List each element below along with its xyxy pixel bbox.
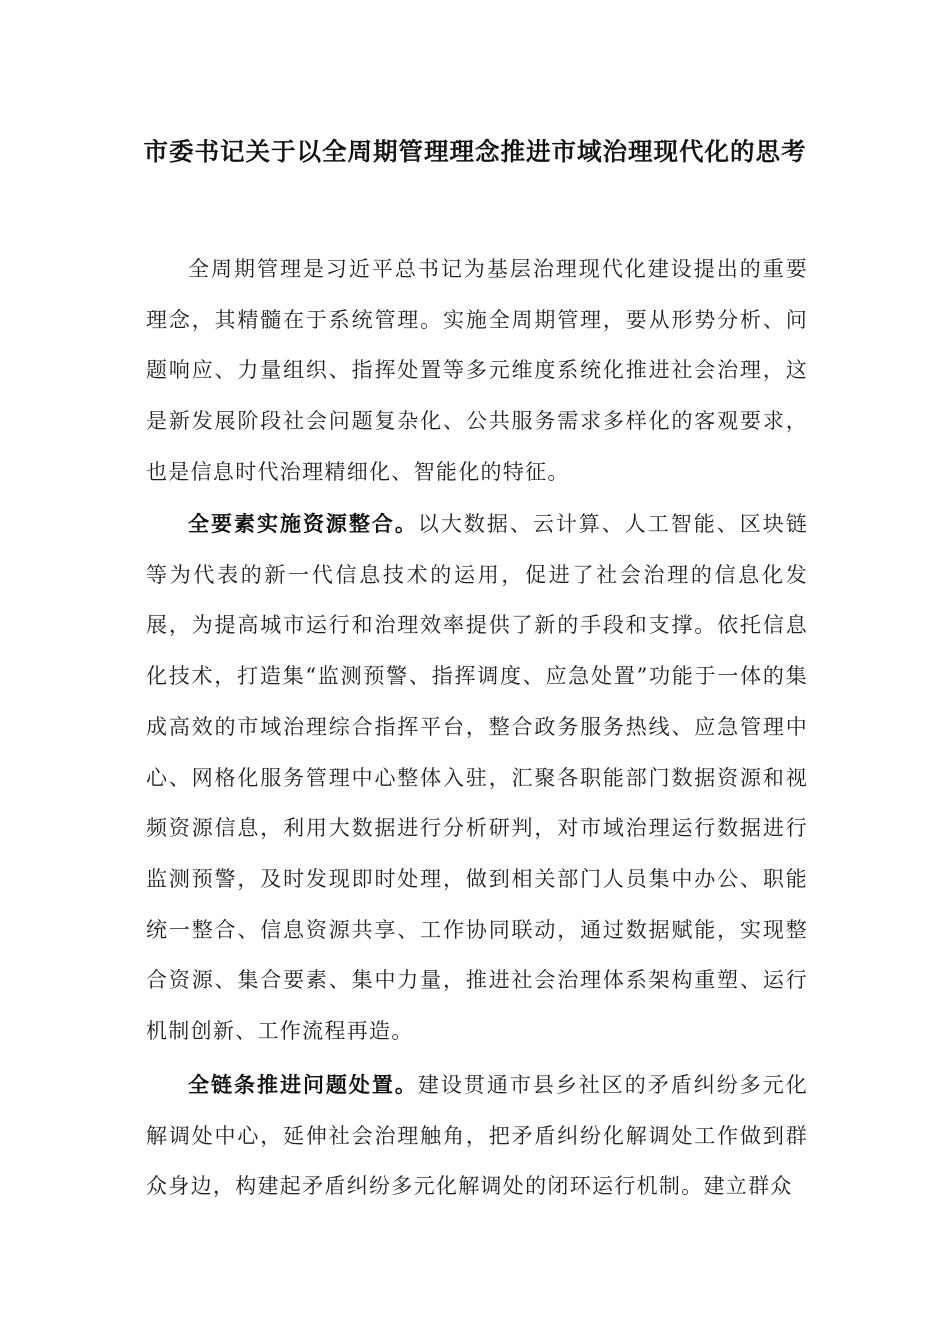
paragraph-lead: 全链条推进问题处置。 <box>188 1072 418 1097</box>
paragraph-problem-handling <box>146 1060 808 1212</box>
paragraph-text: 以大数据、云计算、人工智能、区块链等为代表的新一代信息技术的运用，促进了社会治理的信息化发展，为提高城市运行和治理效率提供了新的手段和支撑。依托信息化技术，打造集“监测预警、指挥调度、应急处置”功能于一体的集成高效的市域治理综合指挥平台，整合政务服务热线、应急管理中心、网格化服务管理中心整体入驻，汇聚各职能部门数据资源和视频资源信息，利用大数据进行分析研判，对市域治理运行数据进行监测预警，及时发现即时处理，做到相关部门人员集中办公、职能统一整合、信息资源共享、工作协同联动，通过数据赋能，实现整合资源、集合要素、集中力量，推进社会治理体系架构重塑、运行机制创新、工作流程再造。 <box>146 512 808 1044</box>
document-title: 市委书记关于以全周期管理理念推进市域治理现代化的思考 <box>143 137 807 166</box>
paragraph-resource-integration <box>146 499 808 1057</box>
paragraph-text: 建设贯通市县乡社区的矛盾纠纷多元化解调处中心，延伸社会治理触角，把矛盾纠纷化解调处工作做到群众身边，构建起矛盾纠纷多元化解调处的闭环运行机制。建立群众 <box>146 1073 808 1199</box>
paragraph-lead: 全要素实施资源整合。 <box>188 511 418 536</box>
paragraph-intro <box>146 244 808 498</box>
paragraph-text: 全周期管理是习近平总书记为基层治理现代化建设提出的重要理念，其精髓在于系统管理。实施全周期管理，要从形势分析、问题响应、力量组织、指挥处置等多元维度系统化推进社会治理，这是新发展阶段社会问题复杂化、公共服务需求多样化的客观要求，也是信息时代治理精细化、智能化的特征。 <box>146 257 808 484</box>
